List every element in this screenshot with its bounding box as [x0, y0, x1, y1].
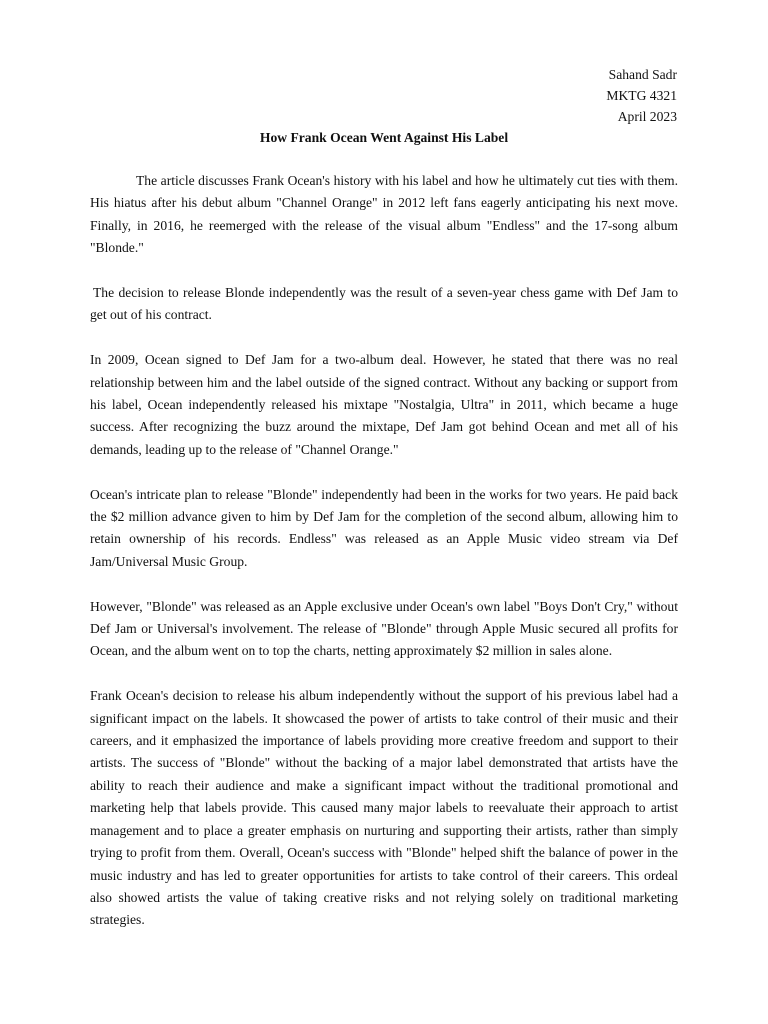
author-name: Sahand Sadr [608, 67, 677, 82]
document-body [90, 170, 678, 954]
document-date: April 2023 [617, 109, 677, 124]
paragraph-intro: The article discusses Frank Ocean's history with his label and how he ultimately cut ties with them. His hiatus after his debut album "Channel Orange" in 2012 left fans eagerly anticipating his next move. Finally, in 2016, he reemerged with the release of the visual album "Endless" and the 17-song album "Blonde." [90, 173, 678, 256]
paragraph-release: However, "Blonde" was released as an Apple exclusive under Ocean's own label "Boys Don't Cry," without Def Jam or Universal's involvement. The release of "Blonde" through Apple Music secured all profits for Ocean, and the album went on to top the charts, netting approximately $2 million in sales alone. [90, 598, 678, 659]
paragraph-plan: Ocean's intricate plan to release "Blonde" independently had been in the works for two years. He paid back the $2 million advance given to him by Def Jam for the completion of the second album, allowing him to retain ownership of his records. Endless" was released as an Apple Music video stream via Def Jam/Universal Music Group. [90, 486, 678, 569]
paragraph-2009-deal: In 2009, Ocean signed to Def Jam for a two-album deal. However, he stated that there was no real relationship between him and the label outside of the signed contract. Without any backing or support from his label, Ocean independently released his mixtape "Nostalgia, Ultra" in 2011, which became a huge success. After recognizing the buzz around the mixtape, Def Jam got behind Ocean and met all of his demands, leading up to the release of "Channel Orange." [90, 352, 678, 457]
course-code: MKTG 4321 [606, 88, 677, 103]
document-title: How Frank Ocean Went Against His Label [259, 130, 509, 145]
paragraph-impact: Frank Ocean's decision to release his album independently without the support of his previous label had a significant impact on the labels. It showcased the power of artists to take control of their music and their careers, and it emphasized the importance of labels providing more creative freedom and support to their artists. The success of "Blonde" without the backing of a major label demonstrated that artists have the ability to reach their audience and make a significant impact without the traditional promotional and marketing help that labels provide. This caused many major labels to reevaluate their approach to artist management and to place a greater emphasis on nurturing and supporting their artists, rather than simply trying to profit from them. Overall, Ocean's success with "Blonde" helped shift the balance of power in the music industry and has led to greater opportunities for artists to take control of their careers. This ordeal also showed artists the value of taking creative risks and not relying solely on traditional marketing strategies. [90, 688, 678, 928]
paragraph-decision: The decision to release Blonde independently was the result of a seven-year chess game with Def Jam to get out of his contract. [90, 285, 678, 323]
document-header [606, 64, 677, 127]
